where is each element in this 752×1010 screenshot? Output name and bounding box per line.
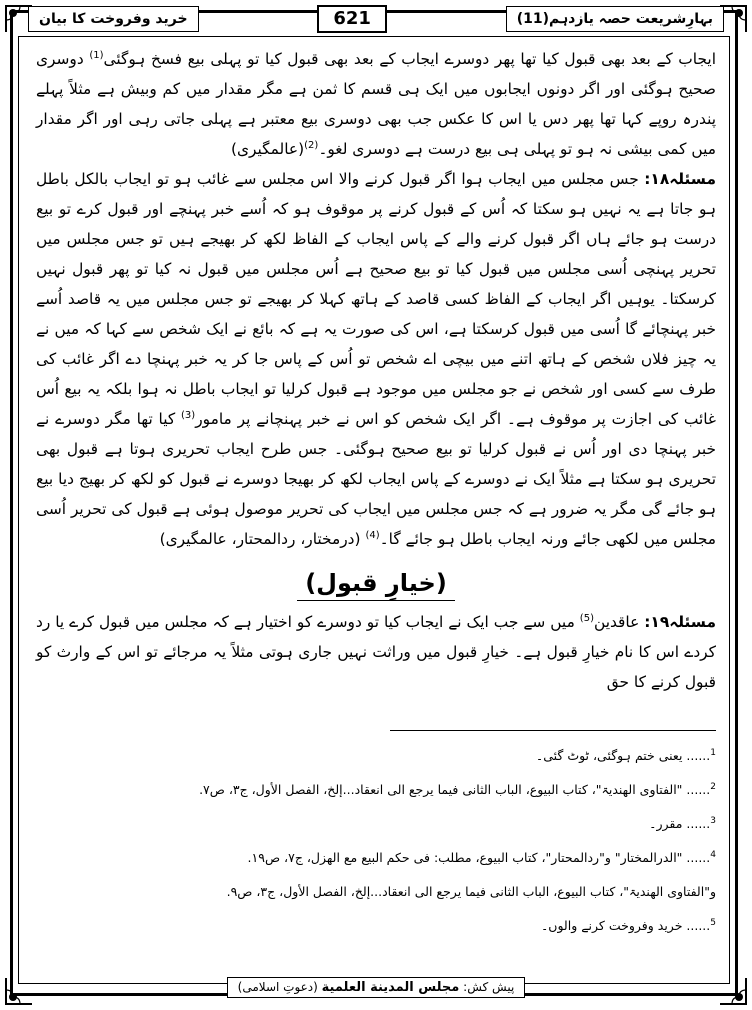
footnote-marker: (5): [579, 612, 594, 624]
footnote-marker: (3): [181, 409, 196, 421]
footnote: و"الفتاوی الھندیۃ"، کتاب البیوع، الباب الثانی فیما یرجع الی انعقاد...إلخ، الفصل الأول، ج۳، ص۹.: [226, 884, 716, 900]
chapter-title: خرید وفروخت کا بیان: [28, 6, 199, 32]
footnote-marker: (2): [304, 139, 319, 151]
footnote: $^5$...... خرید وفروخت کرنے والوں۔: [540, 918, 716, 934]
footnote: $^2$...... "الفتاوی الھندیۃ"، کتاب البیوع، الباب الثانی فیما یرجع الی انعقاد...إلخ، الفصل الأول، ج۳، ص۷.: [199, 782, 716, 798]
reference: (درمختار، ردالمحتار، عالمگیری): [159, 530, 361, 548]
publisher-box: پیش کش: مجلس المدينة العلمية (دعوتِ اسلامی): [227, 977, 526, 998]
section-heading-wrap: [36, 566, 716, 603]
footnote-divider: [390, 730, 716, 731]
main-text: [36, 44, 716, 697]
masala-18: مسئلہ۱۸: جس مجلس میں ایجاب ہوا اگر قبول کرنے والا اس مجلس سے غائب ہو تو ایجاب بالکل باطل ہو جاتا ہے یہ نہیں ہو سکتا کہ اُس کے قبول کرنے پر موقوف ہو کہ اُسے خبر پہنچے اور قبول کرے تو بیع درست ہو جائے ہاں اگر قبول کرنے والے کے پاس ایجاب کے الفاظ لکھ کر بھیجے ہیں تو جس مجلس میں تحریر پہنچی اُسی مجلس میں قبول کیا تو بیع صحیح ہے اُس مجلس میں قبول نہ کیا تو پھر قبول نہیں کرسکتا۔ یوہیں اگر ایجاب کے الفاظ کسی قاصد کے ہاتھ کہلا کر بھیجے تو جس مجلس میں یہ قاصد اُسے خبر پہنچائے گا اُسی میں قبول کرسکتا ہے، اس کی صورت یہ ہے کہ بائع نے ایک شخص سے کہا کہ میں نے یہ چیز فلاں شخص کے ہاتھ اتنے میں بیچی اے شخص تو اُس کے پاس جا کر یہ خبر پہنچا دے اگر غائب کی طرف سے کسی اور شخص نے جو مجلس میں موجود ہے قبول کرلیا تو ایجاب باطل نہ ہوا بلکہ یہ بیع اُس غائب کی اجازت پر موقوف ہے۔ اگر ایک شخص کو اس نے خبر پہنچانے پر مامور$^{(3)}$ کیا تھا مگر دوسرے نے خبر پہنچا دی اور اُس نے قبول کرلیا تو بیع صحیح ہوگئی۔ جس طرح ایجاب تحریری ہوتا ہے قبول بھی تحریری ہو سکتا ہے مثلاً ایک نے دوسرے کے پاس ایجاب لکھ کر بھیجا دوسرے نے قبول کو لکھ کر بھیج دیا بیع ہو جائے گی مگر یہ ضرور ہے کہ جس مجلس میں ایجاب کی تحریر موصول ہوئی ہے قبول کی تحریر اُسی مجلس میں لکھی جائے ورنہ ایجاب باطل ہو جائے گا۔$^{(4)}$ (درمختار، ردالمحتار، عالمگیری): [36, 170, 716, 548]
page-number: 621: [317, 5, 387, 33]
page-footer: [0, 980, 752, 1008]
footnotes: [36, 736, 716, 940]
footnote: $^1$...... یعنی ختم ہوگئی، ٹوٹ گئی۔: [535, 748, 716, 764]
masala-label: مسئلہ۱۸:: [644, 170, 716, 188]
masala-label: مسئلہ۱۹:: [644, 613, 716, 631]
masala-19: مسئلہ۱۹: عاقدین$^{(5)}$ میں سے جب ایک نے ایجاب کیا تو دوسرے کو اختیار ہے کہ مجلس میں قبول کرے یا رد کردے اس کا نام خیارِ قبول ہے۔ خیارِ قبول میں وراثت نہیں جاری ہوتی مثلاً یہ مرجائے تو اس کے وارث کو قبول کرنے کا حق: [36, 612, 716, 691]
page-header: [28, 4, 724, 34]
section-heading: (خیارِ قبول): [297, 566, 455, 601]
paragraph: ایجاب کے بعد بھی قبول کیا تھا پھر دوسرے ایجاب کے بعد بھی قبول کیا تو پہلی بیع فسخ ہوگئی$^{(1)}$ دوسری صحیح ہوگئی اور اگر دونوں ایجابوں میں ایک ہی قسم کا ثمن ہے مگر مقدار میں کم وبیش ہے مثلاً پہلے پندرہ روپے کہا تھا پھر دس یا اس کا عکس جب بھی دوسری بیع معتبر ہے پہلی جاتی رہی اور اگر مقدار میں کمی بیشی نہ ہو تو پہلی ہی بیع درست ہے دوسری لغو۔$^{(2)}$(عالمگیری): [36, 49, 716, 158]
footnote-marker: (1): [89, 49, 104, 61]
publisher-name: مجلس المدينة العلمية: [321, 980, 460, 995]
reference: (عالمگیری): [230, 140, 305, 158]
footnote: $^4$...... "الدرالمختار" و"ردالمحتار"، کتاب البیوع، مطلب: فی حکم البیع مع الھزل، ج۷، ص۱۹.: [247, 850, 716, 866]
footnote-marker: (4): [365, 529, 380, 541]
footnote: $^3$...... مقرر۔: [649, 816, 716, 832]
running-title: بہارِشریعت حصہ یازدہم(11): [506, 6, 724, 32]
